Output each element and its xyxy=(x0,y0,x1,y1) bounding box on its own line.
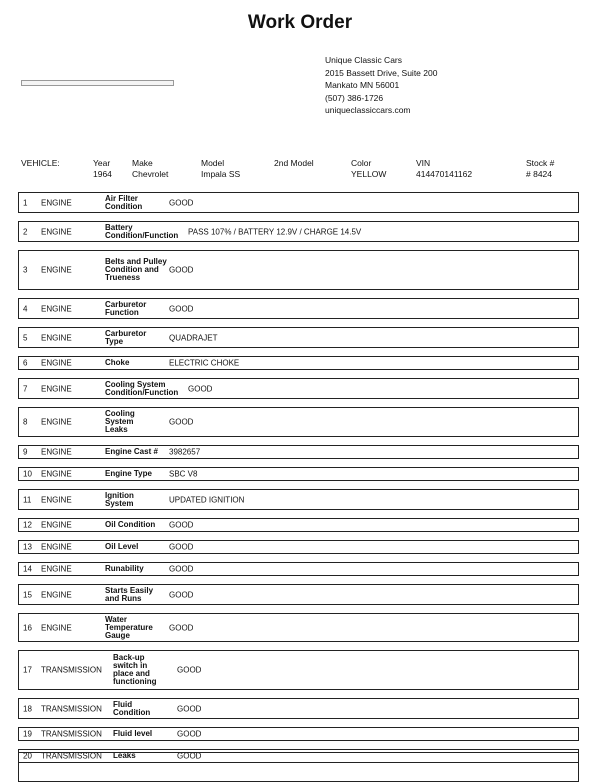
item-system: ENGINE xyxy=(41,304,72,313)
item-number: 18 xyxy=(23,704,32,713)
item-value: GOOD xyxy=(177,665,202,675)
item-label: Battery Condition/Function xyxy=(105,222,179,240)
item-system: ENGINE xyxy=(41,447,72,457)
vehicle-vin-label: VIN xyxy=(416,158,431,168)
item-value: GOOD xyxy=(188,384,213,393)
item-label: Engine Type xyxy=(105,469,152,478)
work-order-item xyxy=(18,221,579,242)
item-value: PASS 107% / BATTERY 12.9V / CHARGE 14.5V xyxy=(188,227,362,236)
item-value: GOOD xyxy=(169,520,194,530)
vehicle-model xyxy=(201,158,240,180)
item-label: Belts and Pulley Condition and Trueness xyxy=(105,257,167,282)
item-value: GOOD xyxy=(177,704,202,713)
item-label: Carburetor Type xyxy=(105,328,147,346)
work-order-item xyxy=(18,250,579,290)
item-number: 12 xyxy=(23,520,32,530)
work-order-item xyxy=(18,489,579,510)
item-number: 6 xyxy=(23,358,28,368)
vehicle-second-model-label: 2nd Model xyxy=(274,158,314,168)
work-order-item xyxy=(18,356,579,370)
item-value: GOOD xyxy=(169,417,194,427)
item-number: 14 xyxy=(23,564,32,574)
item-value: QUADRAJET xyxy=(169,333,218,342)
item-label: Fluid level xyxy=(113,729,153,738)
item-value: GOOD xyxy=(169,265,194,275)
work-order-item xyxy=(18,540,579,554)
item-value: GOOD xyxy=(169,304,194,313)
item-label: Choke xyxy=(105,358,130,367)
work-order-item xyxy=(18,562,579,576)
item-label: Starts Easily and Runs xyxy=(105,585,154,603)
item-label: Cooling System Leaks xyxy=(105,409,135,434)
item-label: Oil Level xyxy=(105,542,139,551)
item-label: Oil Condition xyxy=(105,520,156,529)
item-system: TRANSMISSION xyxy=(41,751,102,761)
item-number: 4 xyxy=(23,304,28,313)
item-value: GOOD xyxy=(177,751,202,761)
item-number: 13 xyxy=(23,542,32,552)
item-label: Cooling System Condition/Function xyxy=(105,379,179,397)
item-number: 11 xyxy=(23,495,32,504)
vehicle-model-value: Impala SS xyxy=(201,169,241,179)
item-system: ENGINE xyxy=(41,590,72,599)
vehicle-stock-label: Stock # xyxy=(526,158,555,168)
item-value: 3982657 xyxy=(169,447,201,457)
item-label: Ignition System xyxy=(105,490,134,508)
item-number: 3 xyxy=(23,265,28,275)
item-number: 20 xyxy=(23,751,32,761)
item-value: GOOD xyxy=(169,564,194,574)
work-order-item xyxy=(18,407,579,437)
vehicle-vin xyxy=(416,158,472,180)
page-title: Work Order xyxy=(247,12,353,33)
work-order-item xyxy=(18,584,579,605)
company-name: Unique Classic Cars xyxy=(325,55,402,65)
vehicle-make-value: Chevrolet xyxy=(132,169,169,179)
item-system: ENGINE xyxy=(41,564,72,574)
item-number: 16 xyxy=(23,623,32,632)
item-number: 10 xyxy=(23,469,32,479)
vehicle-year-label: Year xyxy=(93,158,111,168)
company-info xyxy=(325,54,437,117)
work-order-item xyxy=(18,613,579,642)
item-system: TRANSMISSION xyxy=(41,704,102,713)
item-number: 17 xyxy=(23,665,32,675)
item-value: ELECTRIC CHOKE xyxy=(169,358,240,368)
work-order-item xyxy=(18,467,579,481)
item-number: 1 xyxy=(23,198,28,207)
item-system: ENGINE xyxy=(41,384,72,393)
item-system: ENGINE xyxy=(41,358,72,368)
work-order-item xyxy=(18,445,579,459)
item-system: ENGINE xyxy=(41,198,72,207)
item-system: ENGINE xyxy=(41,417,72,427)
vehicle-stock xyxy=(526,158,554,180)
company-website[interactable]: uniqueclassiccars.com xyxy=(325,105,411,115)
item-value: GOOD xyxy=(169,623,194,632)
item-label: Fluid Condition xyxy=(113,699,151,717)
company-phone: (507) 386-1726 xyxy=(325,92,384,103)
item-system: ENGINE xyxy=(41,495,72,504)
work-order-item xyxy=(18,698,579,719)
vehicle-model-label: Model xyxy=(201,158,225,168)
item-value: GOOD xyxy=(177,729,202,739)
work-order-item xyxy=(18,727,579,741)
item-system: ENGINE xyxy=(41,265,72,275)
item-label: Leaks xyxy=(113,751,136,760)
item-system: ENGINE xyxy=(41,520,72,530)
item-system: TRANSMISSION xyxy=(41,665,102,675)
item-label: Carburetor Function xyxy=(105,299,147,317)
item-number: 15 xyxy=(23,590,32,599)
vehicle-color xyxy=(351,158,386,180)
item-label: Water Temperature Gauge xyxy=(105,614,153,640)
vehicle-year-value: 1964 xyxy=(93,169,112,179)
item-number: 5 xyxy=(23,333,28,342)
item-system: ENGINE xyxy=(41,469,72,479)
vehicle-year xyxy=(93,158,112,180)
work-order-item xyxy=(18,192,579,213)
work-order-item xyxy=(18,327,579,348)
vehicle-vin-value: 414470141162 xyxy=(416,169,473,179)
work-order-item xyxy=(18,518,579,532)
item-label: Back-up switch in place and functioning xyxy=(113,653,157,686)
vehicle-color-value: YELLOW xyxy=(351,169,387,179)
item-label: Engine Cast # xyxy=(105,447,158,456)
logo-placeholder xyxy=(21,80,174,86)
vehicle-make xyxy=(132,158,168,180)
vehicle-color-label: Color xyxy=(351,158,372,168)
item-label: Air Filter Condition xyxy=(105,193,143,211)
item-value: GOOD xyxy=(169,198,194,207)
item-value: UPDATED IGNITION xyxy=(169,495,245,504)
item-system: ENGINE xyxy=(41,623,72,632)
vehicle-second-model xyxy=(274,158,314,169)
next-item-box xyxy=(18,752,579,782)
vehicle-make-label: Make xyxy=(132,158,153,168)
company-address-line2: Mankato MN 56001 xyxy=(325,80,400,90)
work-order-item xyxy=(18,378,579,399)
item-number: 8 xyxy=(23,417,28,427)
work-order-item xyxy=(18,650,579,690)
work-order-item xyxy=(18,298,579,319)
item-system: ENGINE xyxy=(41,542,72,552)
item-system: ENGINE xyxy=(41,333,72,342)
item-system: ENGINE xyxy=(41,227,72,236)
item-label: Runability xyxy=(105,564,144,573)
vehicle-section-label: VEHICLE: xyxy=(21,158,60,168)
work-order-items xyxy=(18,192,579,771)
item-number: 2 xyxy=(23,227,28,236)
item-number: 9 xyxy=(23,447,28,457)
item-value: SBC V8 xyxy=(169,469,198,479)
item-system: TRANSMISSION xyxy=(41,729,102,739)
item-value: GOOD xyxy=(169,542,194,552)
company-address-line1: 2015 Bassett Drive, Suite 200 xyxy=(325,67,438,78)
item-number: 7 xyxy=(23,384,28,393)
vehicle-stock-value: # 8424 xyxy=(526,169,552,179)
item-value: GOOD xyxy=(169,590,194,599)
item-number: 19 xyxy=(23,729,32,739)
